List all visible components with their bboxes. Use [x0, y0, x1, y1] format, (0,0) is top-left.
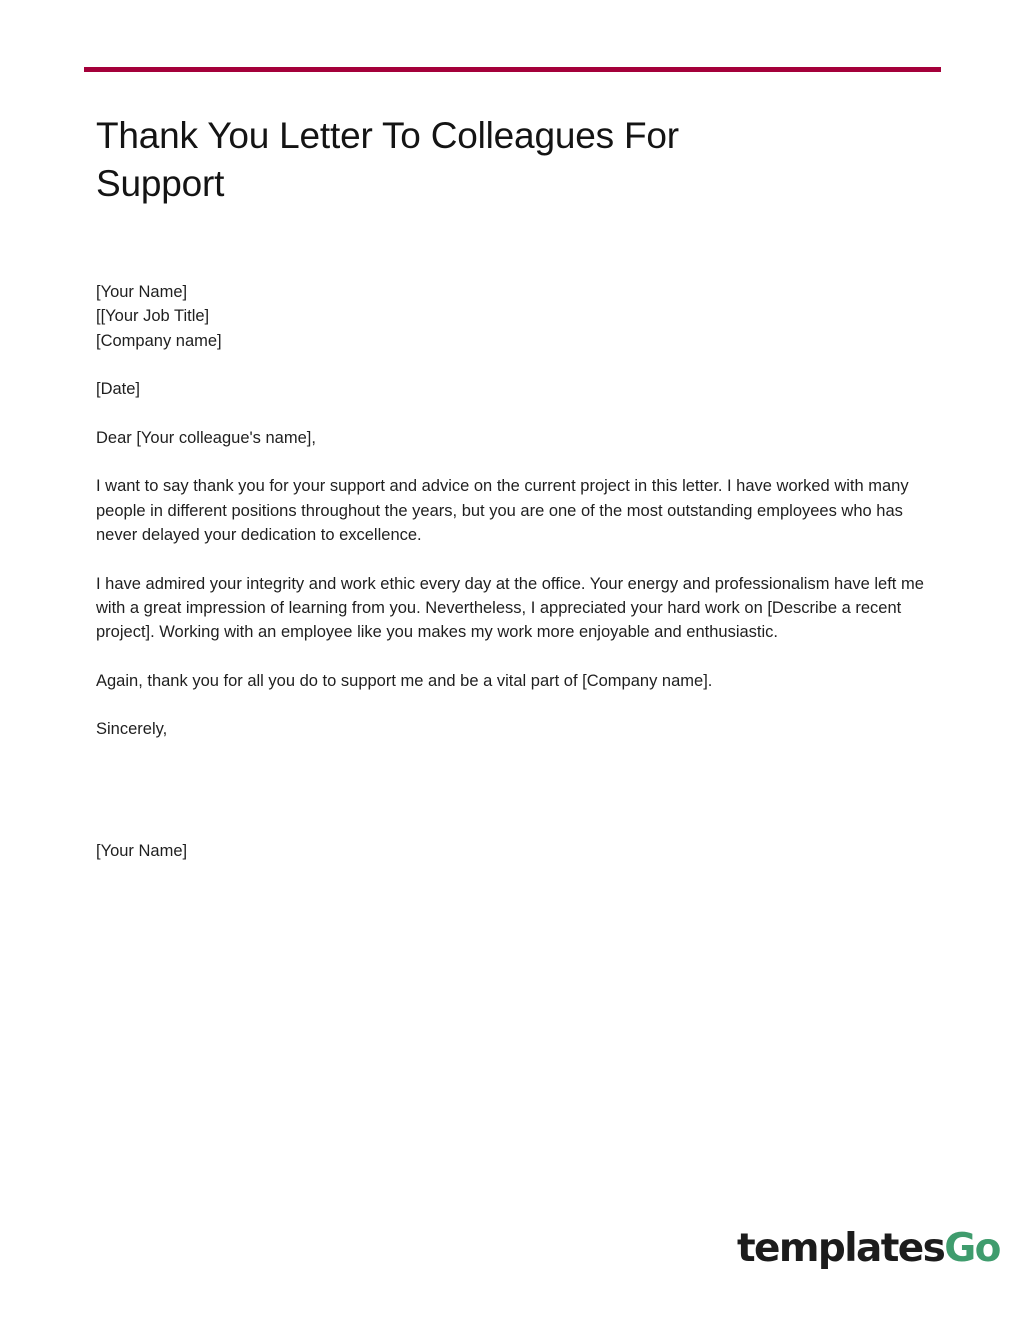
- page-title: Thank You Letter To Colleagues For Support: [96, 115, 679, 204]
- spacer-after-paragraph-2: [96, 644, 928, 668]
- sender-company: [Company name]: [96, 331, 222, 350]
- letter-paragraph-3: Again, thank you for all you do to support me and be a vital part of [Company name].: [96, 671, 713, 690]
- sender-name: [Your Name]: [96, 283, 188, 301]
- letter-paragraph-1: I want to say thank you for your support and advice on the current project in this letter. I have worked with many people in different positions throughout the years, but you are one of the most outstanding employees who has never delayed your dedication to excellence.: [96, 477, 909, 544]
- spacer-after-paragraph-3: [96, 693, 928, 717]
- logo-text-primary: templates: [737, 1226, 945, 1271]
- letter-paragraph-2: I have admired your integrity and work ethic every day at the office. Your energy and professionalism have left me with a great impression of learning from you. Nevertheless, I appreciated your hard work on [Describe a recent project]. Working with an employee like you makes my work more enjoyable and enthusiastic.: [96, 574, 924, 642]
- signature-name: [Your Name]: [96, 841, 188, 860]
- letter-date: [Date]: [96, 380, 141, 399]
- spacer-after-date: [96, 401, 928, 425]
- spacer-after-sender: [96, 353, 928, 377]
- signature-space: [96, 742, 928, 839]
- letter-closing: Sincerely,: [96, 720, 168, 739]
- spacer-after-paragraph-1: [96, 547, 928, 571]
- header-accent-rule: [84, 67, 941, 72]
- sender-address-block: [96, 280, 928, 353]
- sender-job-title: [[Your Job Title]: [96, 307, 210, 326]
- templatesgo-logo: [737, 1227, 1000, 1271]
- logo-text-accent: Go: [944, 1226, 1000, 1271]
- spacer-after-salutation: [96, 450, 928, 474]
- letter-body: [96, 280, 928, 863]
- letter-salutation: Dear [Your colleague's name],: [96, 428, 316, 447]
- letter-content: [96, 112, 928, 863]
